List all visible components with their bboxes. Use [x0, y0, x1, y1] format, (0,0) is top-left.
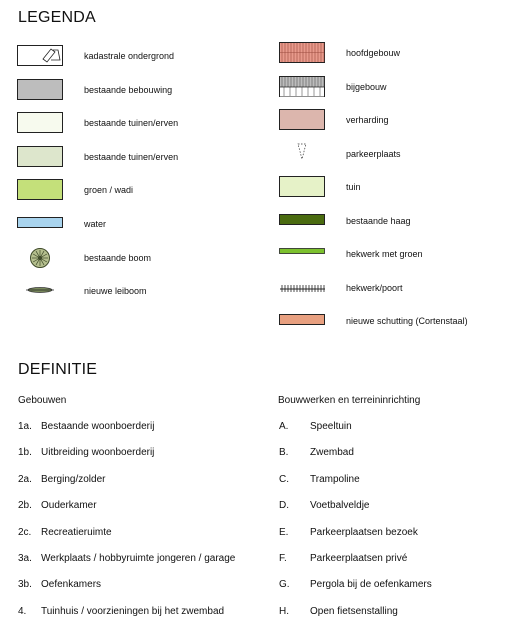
definition-text: Parkeerplaatsen bezoek [310, 526, 418, 538]
definition-text: Oefenkamers [41, 579, 102, 591]
definition-item [18, 606, 248, 620]
definition-text: Werkplaats / hobbyruimte jongeren / garage [41, 553, 236, 564]
definition-item [279, 447, 506, 461]
definition-item [279, 527, 506, 541]
definition-code: 1a. [18, 421, 32, 432]
buildings-heading: Gebouwen [18, 395, 67, 406]
definition-text: Voetbalveldje [310, 500, 370, 512]
definition-code: D. [279, 500, 289, 512]
definition-code: E. [279, 526, 289, 538]
legend-symbol-cadastral [17, 45, 65, 69]
definition-code: 3b. [18, 579, 32, 591]
legend-symbol-box [17, 79, 65, 103]
legend-symbol-leiboom [17, 280, 65, 304]
legend-symbol-stripes [279, 76, 327, 100]
legend-symbol-tree [17, 247, 65, 271]
definition-item [279, 553, 506, 567]
legend-symbol-box [17, 146, 65, 170]
definition-item [18, 421, 248, 435]
definition-text: Recreatieruimte [41, 526, 112, 538]
definition-title: DEFINITIE [18, 361, 98, 378]
legend-label: bijgebouw [346, 81, 387, 92]
legend-symbol-thin-box [279, 310, 327, 334]
legend-label: hekwerk/poort [346, 282, 403, 293]
legend-label: tuin [346, 182, 361, 192]
definition-item [279, 579, 506, 593]
definition-code: B. [279, 447, 289, 459]
definition-item [18, 527, 248, 541]
definition-code: H. [279, 605, 289, 617]
definition-item [18, 474, 248, 488]
definition-code: G. [279, 579, 290, 591]
legend-label: groen / wadi [84, 185, 134, 196]
structures-heading: Bouwwerken en terreininrichting [278, 395, 421, 406]
definition-text: Pergola bij de oefenkamers [310, 579, 432, 591]
definition-text: Speeltuin [310, 421, 352, 432]
definition-text: Bestaande woonboerderij [41, 421, 155, 432]
definition-code: 4. [18, 605, 27, 617]
legend-symbol-box [17, 112, 65, 136]
definition-code: 2c. [18, 526, 32, 538]
definition-item [279, 500, 506, 514]
legend-label: bestaande boom [84, 252, 152, 263]
definition-text: Parkeerplaatsen privé [310, 553, 408, 564]
legend-symbol-thin-box [279, 210, 327, 234]
legend-label: bestaande tuinen/erven [84, 151, 179, 162]
definition-text: Ouderkamer [41, 500, 97, 512]
definition-code: A. [279, 421, 289, 432]
definition-text: Zwembad [310, 447, 354, 459]
definition-code: 3a. [18, 553, 32, 564]
definition-item [279, 474, 506, 488]
legend-symbol-box [279, 109, 327, 133]
definition-text: Tuinhuis / voorzieningen bij het zwembad [41, 605, 225, 617]
legend-label: verharding [346, 115, 389, 125]
legend-label: parkeerplaats [346, 148, 401, 159]
legend-label: nieuwe leiboom [84, 286, 147, 297]
definition-code: F. [279, 553, 287, 564]
definition-code: 2a. [18, 473, 32, 485]
legend-symbol-box [279, 176, 327, 200]
definition-text: Trampoline [310, 473, 360, 485]
definition-code: 1b. [18, 447, 32, 459]
legend-symbol-brick [279, 42, 327, 66]
definition-item [18, 579, 248, 593]
definition-item [279, 421, 506, 435]
definition-item [279, 606, 506, 620]
legend-label: kadastrale ondergrond [84, 51, 175, 61]
legend-label: bestaande tuinen/erven [84, 118, 179, 129]
legend-symbol-thin-box [17, 213, 65, 237]
legend-label: bestaande bebouwing [84, 84, 173, 95]
definition-code: 2b. [18, 500, 32, 512]
legend-label: bestaande haag [346, 215, 411, 226]
legend-symbol-box [17, 179, 65, 203]
definition-item [18, 553, 248, 567]
legend-title: LEGENDA [18, 9, 96, 26]
legend-symbol-line-green [279, 243, 327, 267]
legend-label: hoofdgebouw [346, 48, 401, 58]
legend-label: water [84, 219, 107, 229]
definition-text: Berging/zolder [41, 473, 106, 485]
definition-item [18, 500, 248, 514]
legend-label: hekwerk met groen [346, 249, 423, 259]
legend-label: nieuwe schutting (Cortenstaal) [346, 316, 468, 326]
definition-item [18, 447, 248, 461]
legend-symbol-parking [279, 143, 327, 167]
definition-code: C. [279, 473, 289, 485]
legend-symbol-fence [279, 277, 327, 301]
definition-text: Open fietsenstalling [310, 605, 398, 617]
definition-text: Uitbreiding woonboerderij [41, 447, 155, 459]
